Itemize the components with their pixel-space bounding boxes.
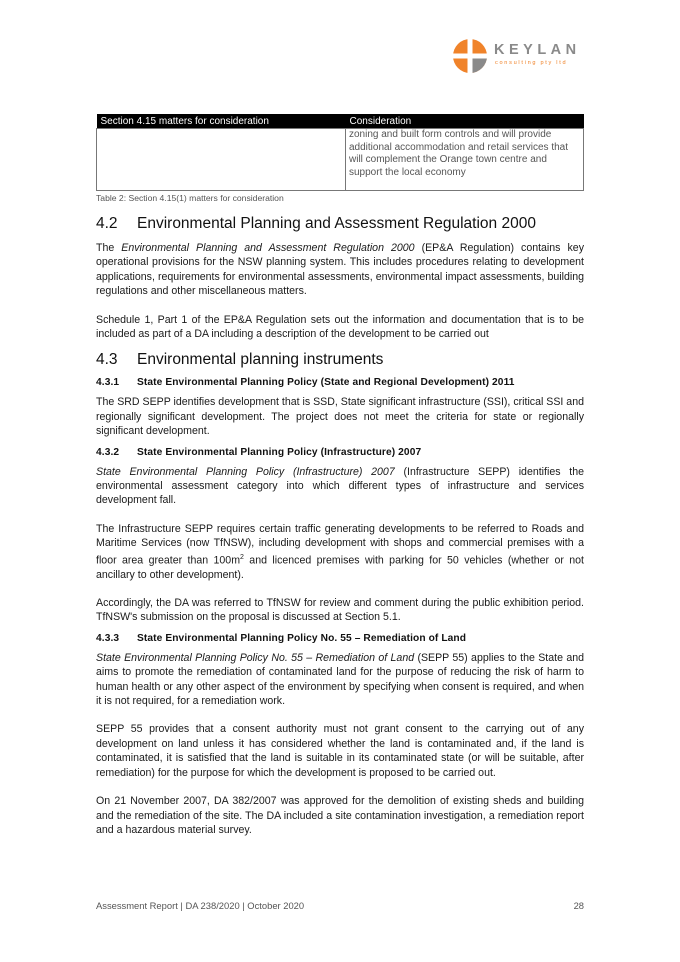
paragraph: On 21 November 2007, DA 382/2007 was approved for the demolition of existing sheds and building and the remediation of the site. The DA included a site contamination investigation, a remediation report and a hazardous material survey. <box>96 795 584 836</box>
heading-title: State Environmental Planning Policy (Infrastructure) 2007 <box>137 446 422 458</box>
text-run: The <box>96 242 122 254</box>
text-run-italic: State Environmental Planning Policy (Infrastructure) 2007 <box>96 465 395 478</box>
table-header-consideration: Consideration <box>346 114 584 129</box>
text-run-italic: State Environmental Planning Policy No. 55 – Remediation of Land <box>96 651 415 664</box>
paragraph: SEPP 55 provides that a consent authority must not grant consent to the carrying out of any development on land unless it has considered whether the land is contaminated and, if the land is contaminated, it is satisfied that the land is suitable in its contaminated state (or will be suitable, after remediation) for the purpose for which the development is proposed to be carried out. <box>96 723 584 779</box>
table-header-section: Section 4.15 matters for consideration <box>97 114 346 129</box>
matters-table <box>96 114 584 191</box>
paragraph <box>96 522 584 582</box>
heading-number: 4.2 <box>96 215 118 232</box>
text-run: The Infrastructure SEPP requires certain traffic generating developments to be referred to Roads and Maritime Services (now TfNSW), including development with shops and commercial premises with a floor area greater than 100m <box>96 522 584 567</box>
page-footer <box>96 900 584 911</box>
text-run: (Infrastructure SEPP) identifies the environmental assessment category into which different types of infrastructure and services development fall. <box>96 465 584 507</box>
text-run-italic: Environmental Planning and Assessment Regulation 2000 <box>121 242 415 254</box>
paragraph: Accordingly, the DA was referred to TfNSW for review and comment during the public exhibition period. TfNSW's submission on the proposal is discussed at Section 5.1. <box>96 597 584 624</box>
keylan-logo-icon <box>452 38 488 74</box>
page-content <box>96 114 584 837</box>
text-run: (EP&A Regulation) contains key operational provisions for the NSW planning system. This includes procedures relating to development applications, requirements for environmental assessments, environmental impact assessments, building regulations and other miscellaneous matters. <box>96 242 584 298</box>
paragraph: Schedule 1, Part 1 of the EP&A Regulation sets out the information and documentation that is to be included as part of a DA including a description of the development to be carried out <box>96 313 584 341</box>
heading-4-2 <box>96 215 584 233</box>
heading-4-3-2 <box>96 447 584 458</box>
heading-4-3-3 <box>96 633 584 644</box>
logo-tagline: consulting pty ltd <box>495 60 568 66</box>
heading-number: 4.3.3 <box>96 632 120 644</box>
heading-title: Environmental planning instruments <box>137 351 384 369</box>
logo-brand: KEYLAN <box>494 42 581 58</box>
heading-number: 4.3.1 <box>96 377 120 389</box>
paragraph <box>96 465 584 508</box>
table-row <box>97 129 584 191</box>
paragraph <box>96 241 584 299</box>
table-header-row <box>97 114 584 129</box>
paragraph <box>96 651 584 709</box>
heading-title: State Environmental Planning Policy No. 55 – Remediation of Land <box>137 632 467 644</box>
heading-title: Environmental Planning and Assessment Regulation 2000 <box>137 215 536 232</box>
page-number: 28 <box>573 900 584 911</box>
keylan-logo <box>452 38 592 78</box>
heading-number: 4.3 <box>96 351 118 369</box>
text-run: (SEPP 55) applies to the State and aims to promote the remediation of contaminated land for the purpose of reducing the risk of harm to human health or any other aspect of the environment by specifying when consent is required, and when it is not required, for a remediation work. <box>96 651 584 708</box>
footer-text: Assessment Report | DA 238/2020 | October 2020 <box>96 900 305 911</box>
heading-4-3-1 <box>96 377 584 388</box>
paragraph: The SRD SEPP identifies development that is SSD, State significant infrastructure (SSI), critical SSI and regionally significant development. The project does not meet the criteria for state or regionally significant development. <box>96 396 584 438</box>
heading-number: 4.3.2 <box>96 446 120 458</box>
table-cell-section <box>97 129 346 191</box>
heading-title: State Environmental Planning Policy (State and Regional Development) 2011 <box>137 377 515 389</box>
table-caption: Table 2: Section 4.15(1) matters for consideration <box>96 193 284 203</box>
text-run: and licenced premises with parking for 50 vehicles (whether or not ancillary to other development). <box>96 554 584 581</box>
table-cell-consideration: zoning and built form controls and will provide additional accommodation and retail services that will complement the Orange town centre and support the local economy <box>346 129 584 191</box>
heading-4-3 <box>96 351 584 369</box>
superscript: 2 <box>240 553 244 561</box>
